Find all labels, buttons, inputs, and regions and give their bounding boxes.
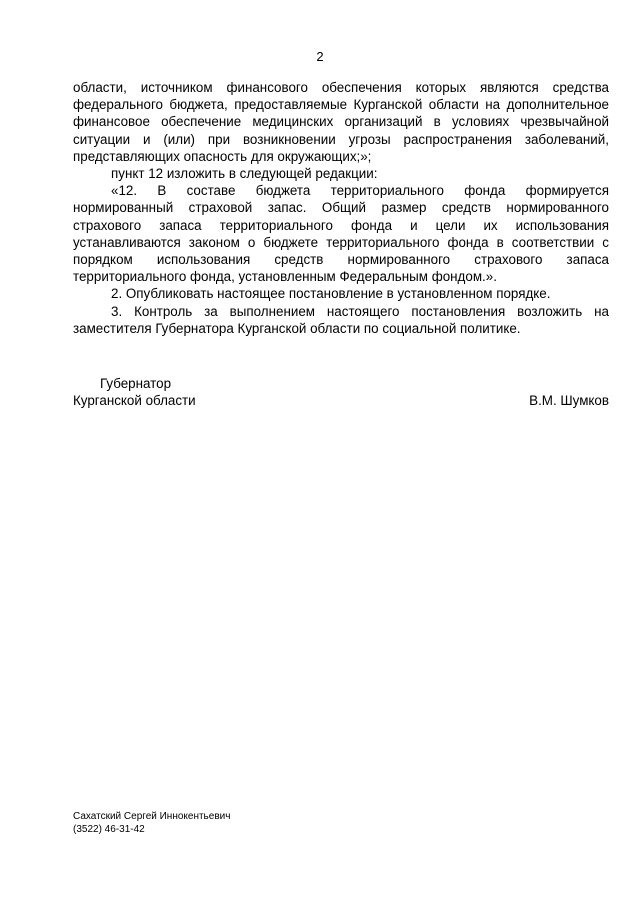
document-body xyxy=(73,79,609,337)
paragraph-continuation: области, источником финансового обеспечения которых являются средства федерального бюджета, предоставляемые Курганской области на дополнительное финансовое обеспечение медицинских организаций в условиях чрезвычайной ситуации и (или) при возникновении угрозы распространения заболеваний, представляющих опасность для окружающих;»; xyxy=(73,80,609,164)
page-number: 2 xyxy=(316,49,324,64)
signature-block xyxy=(73,375,609,409)
executor-name: Сахатский Сергей Иннокентьевич xyxy=(73,811,231,822)
executor-footer xyxy=(73,810,230,836)
signatory-title: Губернатор xyxy=(100,376,172,391)
signature-row xyxy=(73,392,609,409)
paragraph-control: 3. Контроль за выполнением настоящего постановления возложить на заместителя Губернатора Курганской области по социальной политике. xyxy=(73,303,609,336)
signatory-name: В.М. Шумков xyxy=(529,393,609,409)
paragraph-item-12-text: «12. В составе бюджета территориального фонда формируется нормированный страховой запас. Общий размер средств нормированного страхового запаса территориального фонда и цели их использования устанавливаются законом о бюджете территориального фонда в соответствии с порядком использования средств нормированного страхового запаса территориального фонда, установленным Федеральным фондом.». xyxy=(73,183,609,285)
paragraph-publish: 2. Опубликовать настоящее постановление в установленном порядке. xyxy=(111,286,551,302)
executor-phone: (3522) 46-31-42 xyxy=(73,824,145,835)
signatory-region: Курганской области xyxy=(73,393,196,409)
paragraph-item-12-intro: пункт 12 изложить в следующей редакции: xyxy=(111,166,378,182)
